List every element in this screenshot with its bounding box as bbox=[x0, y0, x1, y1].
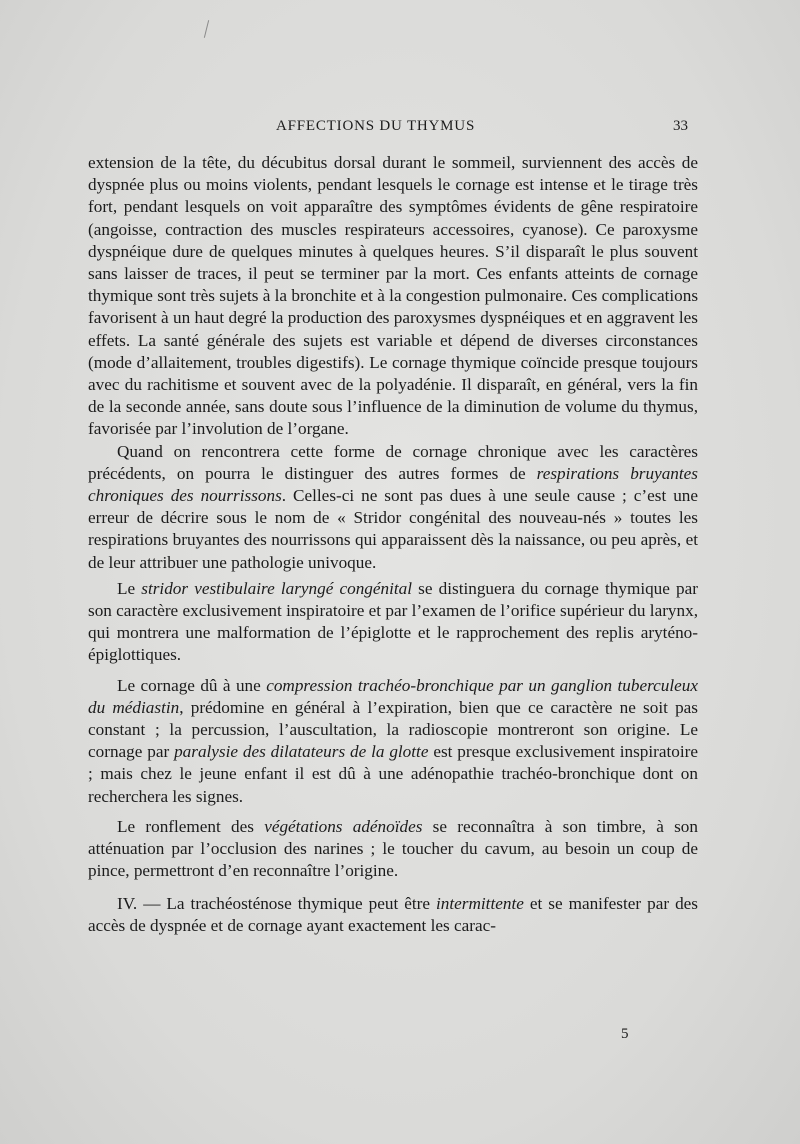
signature-mark: 5 bbox=[621, 1026, 629, 1042]
paragraph-1 bbox=[88, 152, 698, 441]
paragraph-4 bbox=[88, 675, 698, 808]
text-run: se distinguera du cornage thymique par son caractère exclusivement inspiratoire et par l’examen de l’orifice supérieur du larynx, qui montrera une malformation de l’épiglotte et le rapprochement des replis aryténo-épiglottiques. bbox=[88, 578, 698, 665]
stray-pencil-mark bbox=[204, 20, 209, 38]
text-run: Le ronflement des bbox=[117, 816, 265, 836]
text-run: Quand on rencontrera cette forme de cornage chronique avec les caractères précédents, on pourra le distinguer des autres formes de bbox=[88, 441, 698, 483]
page-header bbox=[88, 118, 698, 140]
italic-run: respirations bruyantes chroniques des nourrissons bbox=[88, 463, 698, 506]
text-run: est presque exclusivement inspiratoire ; mais chez le jeune enfant il est dû à une adénopathie trachéo-bronchique dont on recherchera les signes. bbox=[88, 742, 699, 806]
paragraph-5 bbox=[88, 816, 698, 883]
text-run: Le bbox=[117, 578, 142, 598]
italic-run: intermittente bbox=[436, 893, 524, 913]
italic-run: compression trachéo-bronchique par un ganglion tuberculeux du médiastin bbox=[88, 675, 698, 717]
text-run: , prédomine en général à l’expiration, bien que ce caractère ne soit pas constant ; la percussion, l’auscultation, la radioscopie montreront son origine. Le cornage par bbox=[88, 697, 698, 762]
text-run: extension de la tête, du décubitus dorsal durant le sommeil, surviennent des accès de dyspnée plus ou moins violents, pendant lesquels le cornage est intense et le tirage très fort, pendant lesquels on voit apparaître des symptômes évidents de gêne respiratoire (angoisse, contraction des muscles respirateurs accessoires, cyanose). Ce paroxysme dyspnéique dure de quelques minutes à quelques heures. S’il disparaît le plus souvent sans laisser de traces, il peut se terminer par la mort. Ces enfants atteints de cornage thymique sont très sujets à la bronchite et à la congestion pulmonaire. Ces complications favorisent à un haut degré la production des paroxysmes dyspnéiques et en aggravent les effets. La santé générale des sujets est variable et dépend de diverses circonstances (mode d’allaitement, troubles digestifs). Le cornage thymique coïncide presque toujours avec du rachitisme et souvent avec de la polyadénie. Il disparaît, en général, vers la fin de la seconde année, sans doute sous l’influence de la diminution de volume du thymus, favorisée par l’involution de l’organe. bbox=[88, 153, 699, 439]
paragraph-6 bbox=[88, 893, 698, 937]
paragraph-3 bbox=[88, 578, 698, 667]
text-run: et se manifester par des accès de dyspnée et de cornage ayant exactement les carac- bbox=[88, 893, 698, 935]
italic-run: stridor vestibulaire laryngé congénital bbox=[141, 578, 413, 598]
page-number: 33 bbox=[673, 118, 688, 134]
italic-run: végétations adénoïdes bbox=[264, 816, 423, 836]
italic-run: paralysie des dilatateurs de la glotte bbox=[174, 742, 429, 762]
paragraph-2 bbox=[88, 441, 698, 574]
text-run: Le cornage dû à une bbox=[117, 675, 267, 695]
text-run: . Celles-ci ne sont pas dues à une seule cause ; c’est une erreur de décrire sous le nom de « Stridor congénital des nouveau-nés » toutes les respirations bruyantes des nourrissons qui apparaissent dès la naissance, ou peu après, et de leur attribuer une pathologie univoque. bbox=[88, 486, 699, 572]
text-run: se reconnaîtra à son timbre, à son atténuation par l’occlusion des narines ; le toucher du cavum, au besoin un coup de pince, permettront d’en reconnaître l’origine. bbox=[88, 816, 698, 881]
text-run: IV. — La trachéosténose thymique peut être bbox=[117, 893, 437, 913]
running-head: AFFECTIONS DU THYMUS bbox=[276, 118, 476, 134]
body-text bbox=[88, 152, 698, 937]
